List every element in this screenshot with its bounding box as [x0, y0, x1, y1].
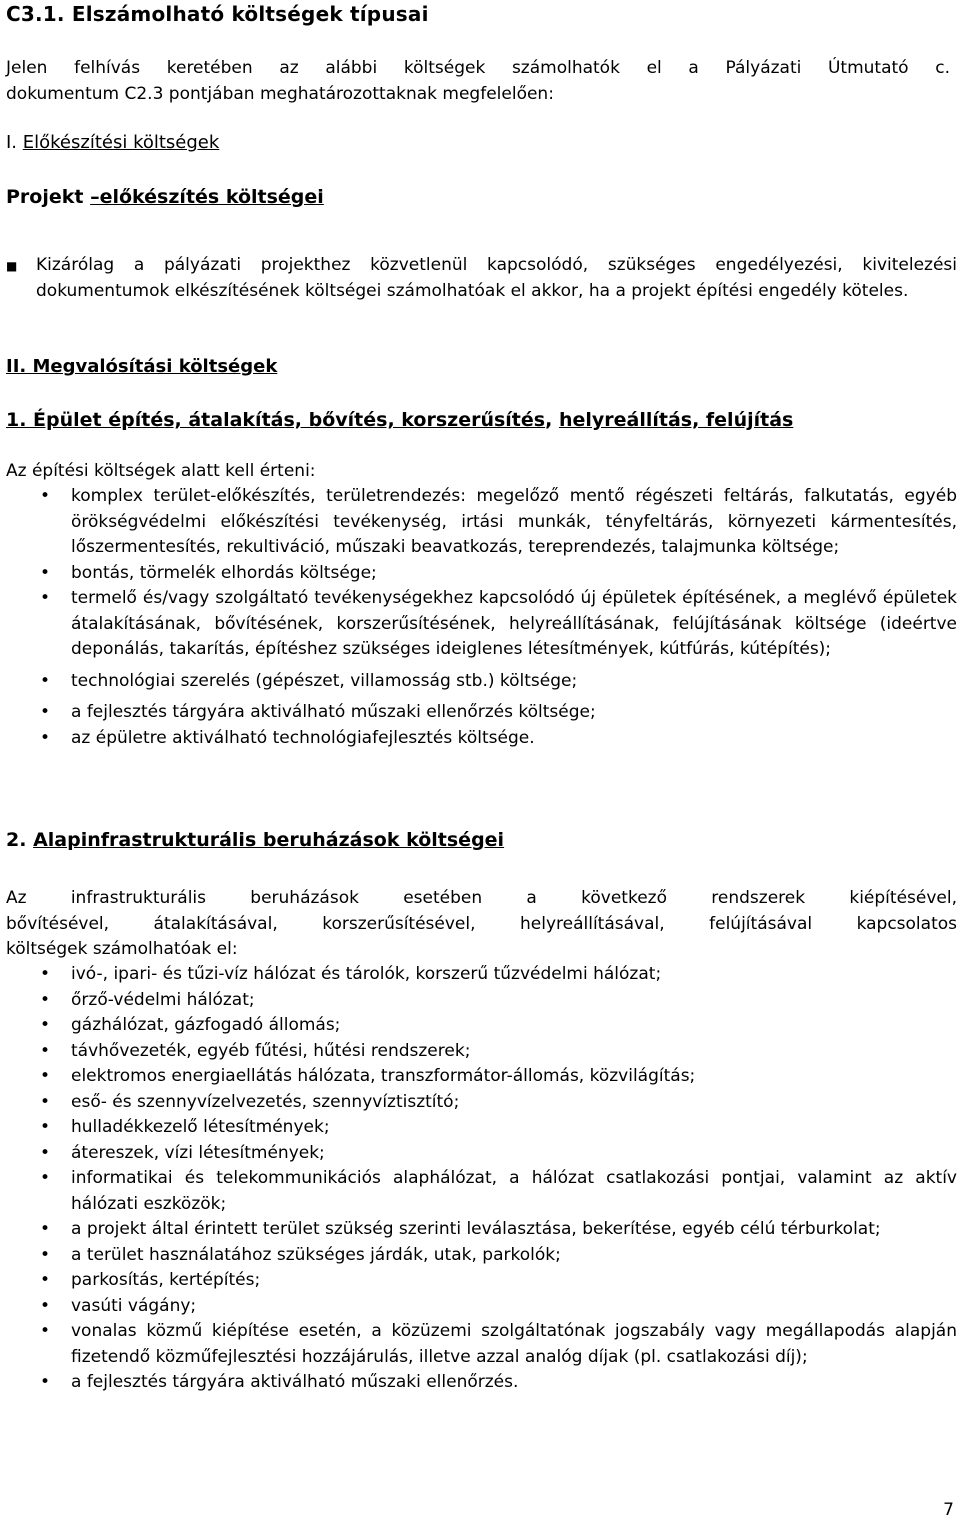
list-item — [0, 586, 957, 663]
bullet-icon: • — [40, 1040, 51, 1061]
bullet-icon: • — [40, 989, 51, 1010]
bullet-icon: • — [40, 486, 51, 506]
list-item — [0, 669, 957, 695]
heading-2-prefix: 2. — [6, 829, 34, 851]
infrastructure-intro — [6, 886, 957, 963]
infra-line-3: költségek számolhatóak el: — [6, 939, 238, 959]
list-item — [0, 726, 957, 752]
list-item-text: vonalas közmű kiépítése esetén, a közüzemi szolgáltatónak jogszabály vagy megállapodás alapján fizetendő közműfejlesztési hozzájárulás, illetve azzal analóg díjak (pl. csatlakozási díj); — [71, 1321, 957, 1367]
bullet-icon: • — [40, 1270, 51, 1290]
bullet-icon: • — [40, 1117, 51, 1137]
heading-1-part1: 1. Épület építés, átalakítás, bővítés, korszerűsítés — [6, 409, 546, 431]
construction-cost-list — [0, 484, 957, 751]
bullet-icon: • — [40, 562, 51, 583]
heading-1-part2: helyreállítás, felújítás — [558, 409, 794, 431]
heading-project-prefix: Projekt — [6, 186, 91, 208]
list-item-text: a projekt által érintett terület szükség szerinti leválasztása, bekerítése, egyéb célú térburkolat; — [71, 1219, 881, 1239]
heading-building-construction — [6, 409, 793, 431]
list-item-text: átereszek, vízi létesítmények; — [71, 1142, 325, 1163]
list-item-text: termelő és/vagy szolgáltató tevékenységekhez kapcsolódó új épületek építésének, a meglévő épületek átalakításának, bővítésének, korszerűsítésének, helyreállításának, felújításának költsége (ideértve deponálás, takarítás, építéshez szükséges ideiglenes létesítmények, kútfúrás, kútépítés); — [71, 588, 957, 659]
bullet-icon: • — [40, 1066, 51, 1086]
list-item-text: Kizárólag a pályázati projekthez közvetlenül kapcsolódó, szükséges engedélyezési, kivitelezési dokumentumok elkészítésének költségei számolhatóak el akkor, ha a projekt építési engedély köteles. — [36, 255, 957, 301]
list-item-text: eső- és szennyvízelvezetés, szennyvíztisztító; — [71, 1091, 460, 1112]
heading-preparation-costs — [6, 132, 219, 153]
list-item — [0, 253, 957, 304]
list-item — [0, 1370, 957, 1396]
list-item — [0, 484, 957, 561]
list-item — [0, 1243, 957, 1269]
bullet-icon: • — [40, 670, 51, 691]
list-item-text: informatikai és telekommunikációs alaphálózat, a hálózat csatlakozási pontjai, valamint az aktív hálózati eszközök; — [71, 1168, 957, 1214]
construction-costs-intro: Az építési költségek alatt kell érteni: — [6, 461, 316, 481]
intro-line-2: dokumentum C2.3 pontjában meghatározottaknak megfelelően: — [6, 83, 554, 104]
heading-project-preparation — [6, 186, 324, 208]
intro-paragraph — [6, 56, 950, 107]
list-item-text: ivó-, ipari- és tűzi-víz hálózat és tárolók, korszerű tűzvédelmi hálózat; — [71, 964, 662, 984]
list-item — [0, 962, 957, 988]
heading-2-title: Alapinfrastrukturális beruházások költségei — [33, 829, 505, 851]
list-item — [0, 1268, 957, 1294]
bullet-icon: • — [40, 1142, 51, 1163]
list-item-text: elektromos energiaellátás hálózata, transzformátor-állomás, közvilágítás; — [71, 1066, 696, 1086]
list-item — [0, 1090, 957, 1116]
list-item-text: komplex terület-előkészítés, területrendezés: megelőző mentő régészeti feltárás, falkutatás, egyéb örökségvédelmi előkészítési tevékenység, irtási munkák, tényfeltárás, környezeti kármentesítés, lőszermentesítés, rekultiváció, műszaki beavatkozás, tereprendezés, talajmunka költsége; — [71, 486, 957, 557]
list-item — [0, 1294, 957, 1320]
heading-1-separator: , — [545, 409, 559, 431]
bullet-icon: • — [40, 727, 51, 748]
list-item — [0, 1039, 957, 1065]
bullet-icon: • — [40, 1219, 51, 1239]
bullet-icon: • — [40, 1244, 51, 1265]
infrastructure-cost-list — [0, 962, 957, 1396]
intro-line-1: Jelen felhívás keretében az alábbi költségek számolhatók el a Pályázati Útmutató c. — [6, 58, 950, 78]
list-item-text: a fejlesztés tárgyára aktiválható műszaki ellenőrzés. — [71, 1372, 519, 1392]
list-item — [0, 1319, 957, 1370]
bullet-icon: • — [40, 1168, 51, 1188]
heading-project-title: –előkészítés költségei — [90, 186, 324, 208]
heading-infrastructure — [6, 829, 504, 851]
bullet-icon: • — [40, 588, 51, 608]
list-item — [0, 1166, 957, 1217]
bullet-icon: • — [40, 1015, 51, 1035]
bullet-icon: • — [40, 702, 51, 722]
heading-I-prefix: I. — [6, 132, 23, 153]
project-cost-list — [0, 253, 957, 304]
list-item — [0, 988, 957, 1014]
list-item-text: távhővezeték, egyéb fűtési, hűtési rendszerek; — [71, 1040, 471, 1061]
square-bullet-icon: ■ — [6, 259, 18, 273]
page-number: 7 — [943, 1500, 954, 1520]
list-item — [0, 1141, 957, 1167]
bullet-icon: • — [40, 1321, 51, 1341]
bullet-icon: • — [40, 1091, 51, 1112]
list-item-text: a fejlesztés tárgyára aktiválható műszaki ellenőrzés költsége; — [71, 702, 596, 722]
heading-I-title: Előkészítési költségek — [22, 132, 220, 153]
list-item — [0, 1217, 957, 1243]
list-item-text: őrző-védelmi hálózat; — [71, 989, 255, 1010]
list-item-text: az épületre aktiválható technológiafejlesztés költsége. — [71, 727, 535, 748]
bullet-icon: • — [40, 964, 51, 984]
list-item-text: a terület használatához szükséges járdák, utak, parkolók; — [71, 1244, 561, 1265]
list-item-text: parkosítás, kertépítés; — [71, 1270, 261, 1290]
bullet-icon: • — [40, 1372, 51, 1392]
list-item — [0, 1064, 957, 1090]
infra-line-1: Az infrastrukturális beruházások esetében a következő rendszerek kiépítésével, — [6, 888, 957, 908]
list-item — [0, 1115, 957, 1141]
heading-implementation-costs: II. Megvalósítási költségek — [6, 356, 278, 377]
list-item-text: bontás, törmelék elhordás költsége; — [71, 562, 377, 583]
list-item-text: gázhálózat, gázfogadó állomás; — [71, 1015, 341, 1035]
section-title: C3.1. Elszámolható költségek típusai — [6, 2, 429, 26]
list-item-text: technológiai szerelés (gépészet, villamosság stb.) költsége; — [71, 670, 578, 691]
list-item — [0, 700, 957, 726]
list-item-text: vasúti vágány; — [71, 1295, 197, 1316]
list-item — [0, 561, 957, 587]
bullet-icon: • — [40, 1295, 51, 1316]
list-item — [0, 1013, 957, 1039]
list-item-text: hulladékkezelő létesítmények; — [71, 1117, 330, 1137]
infra-line-2: bővítésével, átalakításával, korszerűsítésével, helyreállításával, felújításával kapcsolatos — [6, 913, 957, 934]
